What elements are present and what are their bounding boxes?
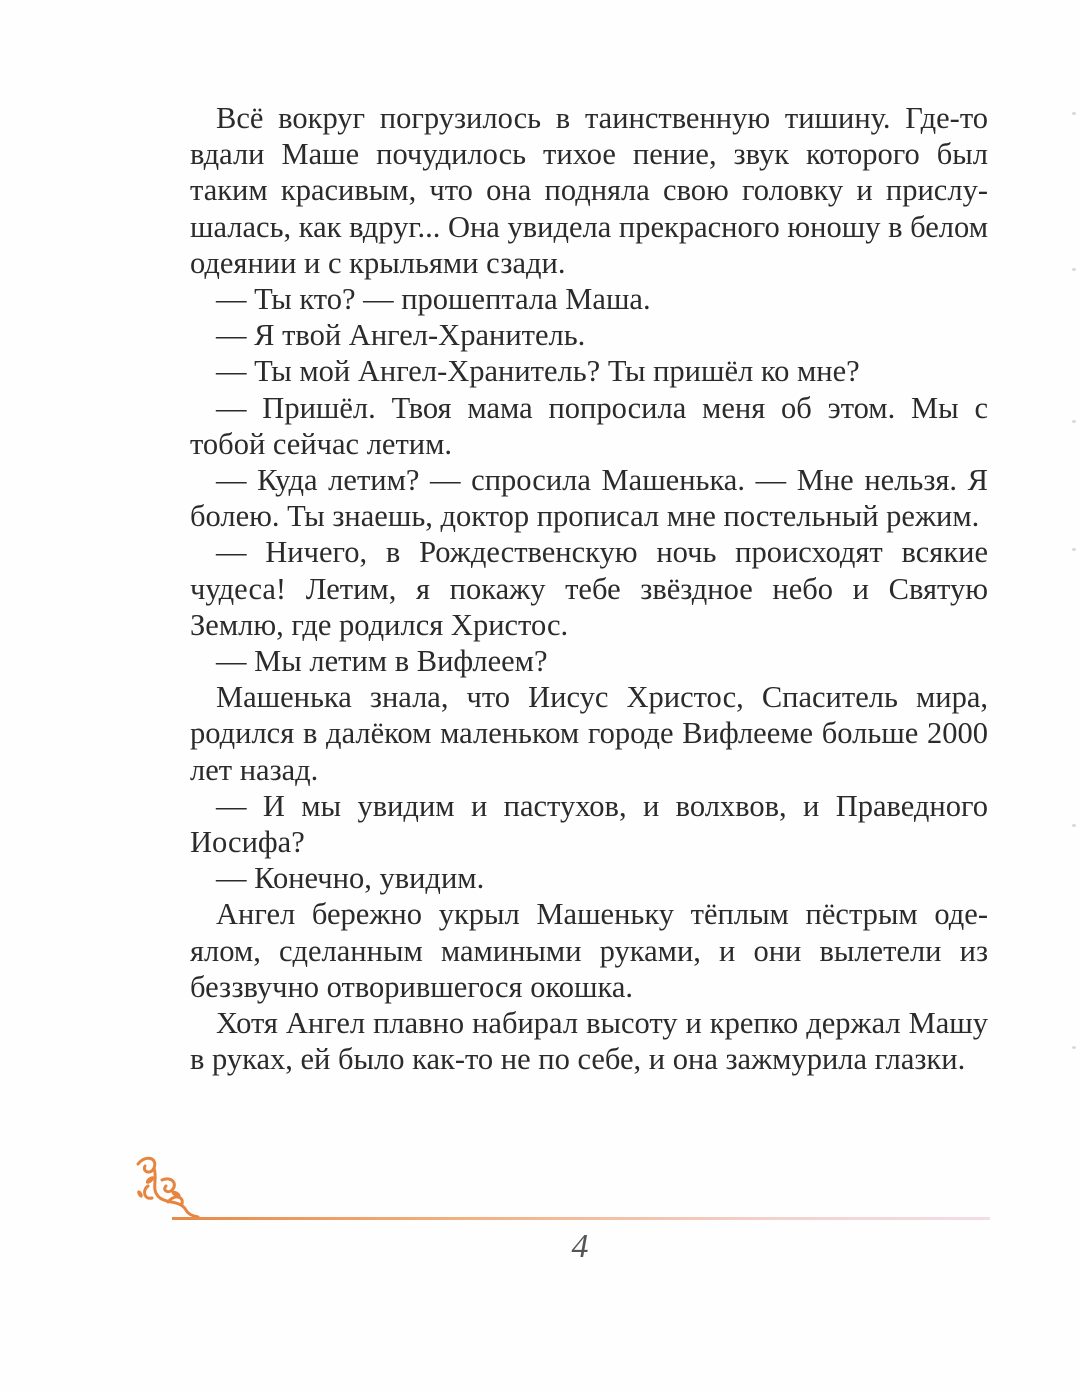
paragraph-4: — Ты мой Ангел-Хранитель? Ты пришёл ко мне? xyxy=(216,354,860,389)
paragraph-12: Ангел бережно укрыл Машеньку тёплым пёстрым одеялом, сделанным мамиными руками, и они вылетели из беззвучно отворившегося окошка. xyxy=(190,897,988,1004)
page-edge-speck xyxy=(1072,824,1076,827)
page-number: 4 xyxy=(571,1228,589,1265)
paragraph-11: — Конечно, увидим. xyxy=(216,861,485,896)
body-text xyxy=(190,100,988,1077)
page-edge-speck xyxy=(1072,268,1076,271)
page-edge-speck xyxy=(1072,1046,1076,1049)
page-edge-speck xyxy=(1072,420,1076,423)
paragraph-3: — Я твой Ангел-Хранитель. xyxy=(216,318,586,353)
page-edge-speck xyxy=(1072,548,1076,551)
paragraph-1: Всё вокруг погрузилось в таинственную тишину. Где-то вдали Маше почудилось тихое пение, звук которого был таким красивым, что она подняла свою головку и прислушалась, как вдруг... Она увидела прекрасного юношу в белом одеянии и с крыльями сзади. xyxy=(190,101,988,280)
paragraph-6: — Куда летим? — спросила Машенька. — Мне нельзя. Я болею. Ты знаешь, доктор прописал мне постельный режим. xyxy=(190,463,988,534)
page-edge-speck xyxy=(1072,112,1076,115)
paragraph-2: — Ты кто? — прошептала Маша. xyxy=(216,282,651,317)
paragraph-10: — И мы увидим и пастухов, и волхвов, и Праведного Иосифа? xyxy=(190,788,988,860)
paragraph-7: — Ничего, в Рождественскую ночь происходят всякие чудеса! Летим, я покажу тебе звёздное небо и Святую Землю, где родился Христос. xyxy=(190,535,988,642)
paragraph-8: — Мы летим в Вифлеем? xyxy=(216,644,548,679)
footer-divider xyxy=(172,1217,990,1220)
paragraph-5: — Пришёл. Твоя мама попросила меня об этом. Мы с тобой сейчас летим. xyxy=(190,390,988,461)
flourish-ornament-icon xyxy=(128,1150,200,1220)
paragraph-13: Хотя Ангел плавно набирал высоту и крепко держал Машу в руках, ей было как-то не по себе, и она зажмурила глазки. xyxy=(190,1006,988,1077)
paragraph-9: Машенька знала, что Иисус Христос, Спаситель мира, родился в далёком маленьком городе Вифлееме больше 2000 лет назад. xyxy=(190,680,988,787)
